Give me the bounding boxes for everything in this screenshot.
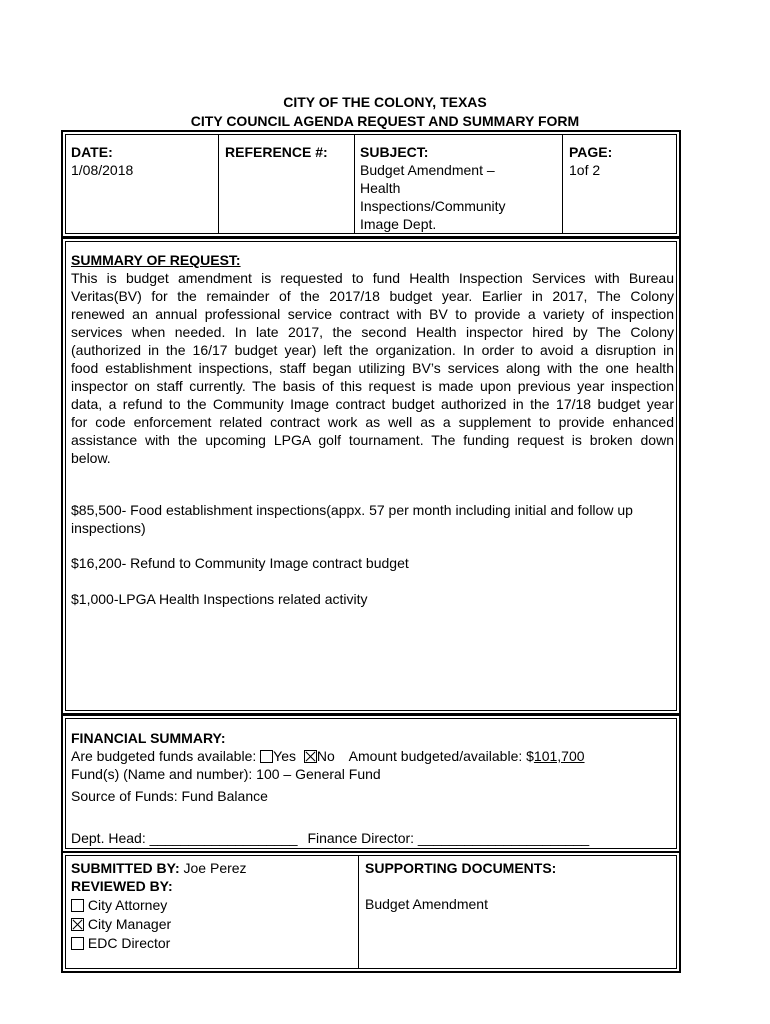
city-manager-checkbox[interactable] [71, 918, 84, 931]
summary-line: services when needed. In late 2017, the second Health inspector hired by The Colony [71, 324, 674, 340]
edc-director-checkbox[interactable] [71, 937, 84, 950]
date-value: 1/08/2018 [71, 162, 134, 178]
form-title-line2: CITY COUNCIL AGENDA REQUEST AND SUMMARY FORM [190, 113, 580, 129]
reviewer-label: City Manager [87, 916, 172, 932]
summary-line: below. [71, 450, 111, 466]
supporting-documents-value: Budget Amendment [365, 896, 488, 912]
funds-name: Fund(s) (Name and number): 100 – General Fund [71, 766, 381, 782]
summary-line: (authorized in the 16/17 budget year) left the organization. In order to avoid a disruption in [71, 342, 674, 358]
summary-line: renewed an annual professional service contract with BV to provide a variety of inspection [71, 306, 674, 322]
funding-item-food-line1: $85,500- Food establishment inspections(appx. 57 per month including initial and follow up [71, 502, 633, 518]
submitted-by-value: Joe Perez [179, 860, 247, 876]
signature-row [71, 830, 589, 846]
yes-checkbox[interactable] [260, 750, 273, 763]
finance-director-signature: Finance Director: ______________________ [307, 830, 590, 846]
no-label: No [316, 748, 335, 764]
page-value: 1of 2 [569, 162, 601, 178]
financial-summary-section [61, 714, 681, 853]
supporting-documents-label: SUPPORTING DOCUMENTS: [365, 860, 557, 876]
funding-item-lpga: $1,000-LPGA Health Inspections related activity [71, 591, 368, 607]
reviewer-city-manager [71, 915, 171, 934]
summary-line: Veritas(BV) for the remainder of the 2017/18 budget year. Earlier in 2017, The Colony [71, 288, 674, 304]
form-title-line1: CITY OF THE COLONY, TEXAS [283, 94, 487, 110]
page-label: PAGE: [569, 144, 613, 160]
no-checkbox[interactable] [304, 750, 317, 763]
funds-question: Are budgeted funds available: [71, 748, 257, 764]
summary-line: This is budget amendment is requested to fund Health Inspection Services with Bureau [71, 270, 674, 286]
reviewer-list [71, 896, 171, 953]
reference-label: REFERENCE #: [225, 144, 328, 160]
financial-heading: FINANCIAL SUMMARY: [71, 730, 226, 746]
date-label: DATE: [71, 144, 113, 160]
dept-head-signature: Dept. Head: ___________________ [71, 830, 298, 846]
summary-heading: SUMMARY OF REQUEST: [71, 252, 241, 268]
summary-line: data, a refund to the Community Image contract budget authorized in the 17/18 budget year [71, 396, 674, 412]
subject-line: Inspections/Community [360, 198, 506, 214]
subject-line: Image Dept. [360, 216, 437, 232]
funding-item-food [71, 501, 676, 537]
reviewer-label: EDC Director [87, 935, 171, 951]
subject-label: SUBJECT: [360, 144, 429, 160]
summary-line: food establishment inspections, staff began utilizing BV’s services along with the one health [71, 360, 674, 376]
summary-section [61, 237, 681, 715]
summary-line: for code enforcement related contract work as well as a supplement to provide enhanced [71, 414, 674, 430]
submitted-by-label: SUBMITTED BY: [71, 860, 180, 876]
subject-line: Health [360, 180, 401, 196]
top-info-table [61, 130, 681, 238]
reviewer-label: City Attorney [87, 897, 168, 913]
funding-item-refund: $16,200- Refund to Community Image contract budget [71, 555, 409, 571]
amount-label: Amount budgeted/available: $ [348, 748, 534, 764]
submitted-by [71, 860, 247, 876]
summary-line: inspector on staff currently. The basis of this request is made upon previous year inspection [71, 378, 674, 394]
funding-item-food-line2: inspections) [71, 520, 146, 536]
reviewer-edc-director [71, 934, 171, 953]
reviewer-city-attorney [71, 896, 171, 915]
summary-line: assistance with the upcoming LPGA golf tournament. The funding request is broken down [71, 432, 674, 448]
subject-value [360, 161, 506, 233]
yes-label: Yes [273, 748, 296, 764]
subject-line: Budget Amendment – [360, 162, 495, 178]
amount-value: 101,700 [533, 748, 585, 764]
summary-body [71, 269, 674, 467]
submission-section [61, 851, 681, 973]
source-of-funds: Source of Funds: Fund Balance [71, 788, 268, 804]
funds-available-row [71, 748, 585, 764]
reviewed-by-label: REVIEWED BY: [71, 878, 173, 894]
city-attorney-checkbox[interactable] [71, 899, 84, 912]
